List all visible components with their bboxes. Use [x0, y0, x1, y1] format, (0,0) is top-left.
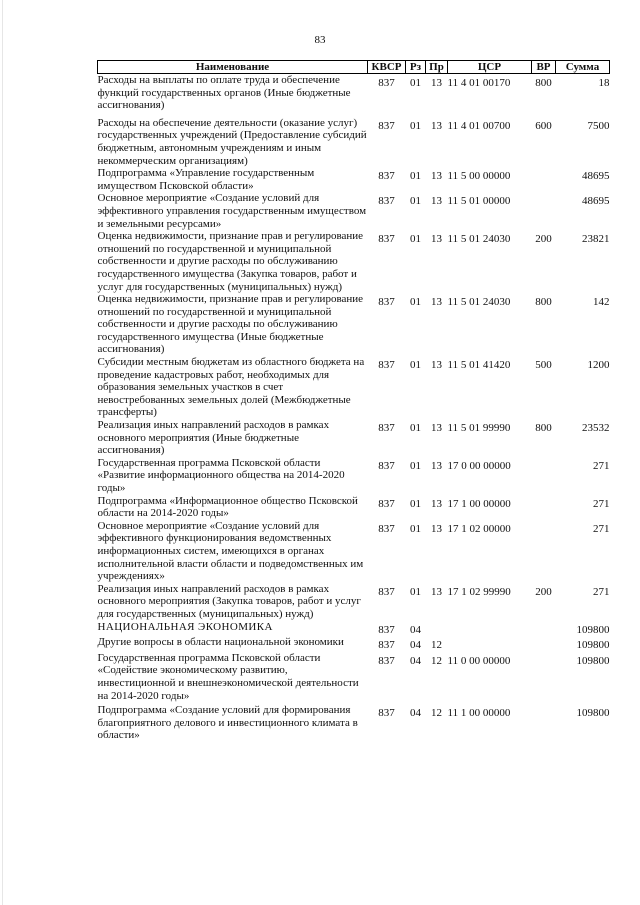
row-sum-cell: 109800	[576, 639, 610, 652]
row-kvsr-cell: 837	[378, 77, 395, 89]
row-vr-cell	[532, 520, 556, 583]
row-vr-cell: 500	[535, 359, 552, 372]
row-vr-cell: 800	[535, 296, 552, 309]
row-name-cell: Государственная программа Псковской области «Развитие информационного общества на 2014-2020 годы»	[97, 456, 345, 494]
row-sum-cell: 142	[593, 296, 610, 309]
page-number: 83	[314, 34, 326, 46]
row-rz-cell: 01	[410, 459, 421, 472]
table-row	[98, 167, 610, 192]
row-sum-cell: 48695	[582, 195, 610, 208]
row-kvsr-cell: 837	[378, 233, 395, 246]
row-vr-cell	[532, 495, 556, 520]
row-sum-cell: 48695	[582, 170, 610, 183]
row-kvsr-cell: 837	[378, 422, 395, 435]
column-header-vr: ВР	[532, 61, 556, 74]
row-csr-cell	[448, 636, 532, 652]
row-csr-cell: 11 5 01 24030	[447, 296, 511, 309]
table-row	[98, 520, 610, 583]
row-name-cell: Основное мероприятие «Создание условий для эффективного функционирования ведомственных информационных систем, имеющихся в органах исполнительной власти области и подведомственных им учреждениях»	[97, 519, 364, 583]
row-rz-cell: 01	[410, 77, 421, 89]
row-name-cell: Основное мероприятие «Создание условий для эффективного управления государственным имуществом и земельными ресурсами»	[97, 192, 367, 230]
row-name-cell: Расходы на обеспечение деятельности (оказание услуг) государственных учреждений (Предоставление субсидий бюджетным, автономным учреждениям и иным некоммерческим организациям)	[97, 116, 367, 167]
row-pr-cell: 13	[431, 497, 442, 510]
row-sum-cell: 23821	[582, 233, 610, 246]
row-csr-cell: 17 0 00 00000	[447, 459, 511, 472]
table-row	[98, 457, 610, 495]
row-sum-cell: 109800	[576, 654, 610, 667]
table-row	[98, 636, 610, 652]
budget-table	[97, 60, 610, 742]
row-rz-cell: 01	[410, 170, 421, 183]
table-row	[98, 419, 610, 457]
row-rz-cell: 01	[410, 195, 421, 208]
row-pr-cell: 12	[431, 654, 442, 667]
row-kvsr-cell: 837	[378, 654, 395, 667]
row-kvsr-cell: 837	[378, 119, 395, 132]
row-pr-cell: 13	[431, 296, 442, 309]
row-csr-cell: 17 1 02 99990	[447, 585, 511, 598]
column-header-kvsr: КВСР	[368, 61, 406, 74]
row-pr-cell: 13	[431, 77, 442, 89]
row-csr-cell: 11 5 01 41420	[447, 359, 511, 372]
table-row	[98, 74, 610, 112]
row-csr-cell: 11 0 00 00000	[447, 654, 511, 667]
row-pr-cell: 13	[431, 359, 442, 372]
row-pr-cell: 13	[431, 233, 442, 246]
row-kvsr-cell: 837	[378, 195, 395, 208]
row-vr-cell: 200	[535, 585, 552, 598]
column-header-name: Наименование	[98, 61, 368, 74]
row-csr-cell: 11 5 01 00000	[447, 195, 511, 208]
table-row	[98, 112, 610, 167]
row-pr-cell: 13	[431, 119, 442, 132]
row-name-cell: Подпрограмма «Создание условий для формирования благоприятного делового и инвестиционного климата в области»	[97, 704, 358, 742]
row-csr-cell: 17 1 00 00000	[447, 497, 511, 510]
row-vr-cell	[532, 636, 556, 652]
row-rz-cell: 01	[410, 522, 421, 535]
row-sum-cell: 23532	[582, 422, 610, 435]
row-kvsr-cell: 837	[378, 497, 395, 510]
column-header-sum: Сумма	[556, 61, 610, 74]
row-csr-cell: 11 1 00 00000	[447, 707, 511, 720]
table-row	[98, 702, 610, 742]
scan-edge-line	[2, 0, 3, 905]
row-vr-cell	[532, 702, 556, 742]
row-rz-cell: 01	[410, 296, 421, 309]
row-kvsr-cell: 837	[378, 359, 395, 372]
row-name-cell: Оценка недвижимости, признание прав и регулирование отношений по государственной и муниципальной собственности и другие расходы по обслуживанию государственного имущества (Иные бюджетные ассигнования)	[97, 293, 364, 356]
row-vr-cell: 200	[535, 233, 552, 246]
row-csr-cell: 11 4 01 00170	[447, 77, 511, 89]
row-csr-cell: 11 5 01 99990	[447, 422, 511, 435]
row-name-cell: НАЦИОНАЛЬНАЯ ЭКОНОМИКА	[97, 620, 273, 633]
row-name-cell: Реализация иных направлений расходов в рамках основного мероприятия (Иные бюджетные ассигнования)	[97, 419, 330, 457]
row-pr-cell: 13	[431, 522, 442, 535]
row-pr-cell: 13	[431, 195, 442, 208]
row-kvsr-cell: 837	[378, 585, 395, 598]
row-vr-cell	[532, 621, 556, 637]
table-row	[98, 293, 610, 356]
row-sum-cell: 109800	[576, 707, 610, 720]
row-rz-cell: 01	[410, 119, 421, 132]
row-kvsr-cell: 837	[378, 707, 395, 720]
row-name-cell: Другие вопросы в области национальной экономики	[97, 636, 344, 649]
row-rz-cell: 01	[410, 233, 421, 246]
table-row	[98, 192, 610, 230]
column-header-csr: ЦСР	[448, 61, 532, 74]
row-rz-cell: 01	[410, 422, 421, 435]
row-kvsr-cell: 837	[378, 639, 395, 652]
row-rz-cell: 01	[410, 359, 421, 372]
column-header-rz: Рз	[406, 61, 426, 74]
row-csr-cell: 11 5 00 00000	[447, 170, 511, 183]
table-row	[98, 230, 610, 293]
table-row	[98, 495, 610, 520]
row-csr-cell: 11 4 01 00700	[447, 119, 511, 132]
row-rz-cell: 04	[410, 623, 421, 636]
row-name-cell: Оценка недвижимости, признание прав и регулирование отношений по государственной и муниципальной собственности и другие расходы по обслуживанию государственного имущества (Закупка товаров, работ и услуг для государственных (муниципальных) нужд)	[97, 230, 364, 293]
table-row	[98, 652, 610, 702]
row-vr-cell: 800	[535, 422, 552, 435]
row-vr-cell: 800	[535, 77, 552, 89]
row-name-cell: Реализация иных направлений расходов в рамках основного мероприятия (Закупка товаров, работ и услуг для государственных (муниципальных) нужд)	[97, 582, 361, 620]
row-name-cell: Подпрограмма «Управление государственным имуществом Псковской области»	[97, 167, 315, 192]
row-vr-cell	[532, 192, 556, 230]
row-kvsr-cell: 837	[378, 170, 395, 183]
table-row	[98, 621, 610, 637]
row-pr-cell: 13	[431, 459, 442, 472]
table-header-row	[98, 61, 610, 74]
row-kvsr-cell: 837	[378, 296, 395, 309]
row-pr-cell: 13	[431, 170, 442, 183]
row-sum-cell: 109800	[576, 623, 610, 636]
row-pr-cell: 12	[431, 639, 442, 652]
row-csr-cell: 17 1 02 00000	[447, 522, 511, 535]
row-pr-cell	[426, 621, 448, 637]
row-rz-cell: 01	[410, 585, 421, 598]
table-row	[98, 583, 610, 621]
row-sum-cell: 271	[593, 585, 610, 598]
row-csr-cell	[448, 621, 532, 637]
row-sum-cell: 271	[593, 497, 610, 510]
table-row	[98, 356, 610, 419]
row-name-cell: Расходы на выплаты по оплате труда и обеспечение функций государственных органов (Иные бюджетные ассигнования)	[97, 74, 351, 112]
row-pr-cell: 12	[431, 707, 442, 720]
row-name-cell: Подпрограмма «Информационное общество Псковской области на 2014-2020 годы»	[97, 494, 358, 520]
row-rz-cell: 04	[410, 639, 421, 652]
row-kvsr-cell: 837	[378, 522, 395, 535]
row-sum-cell: 271	[593, 522, 610, 535]
row-sum-cell: 18	[598, 77, 610, 89]
row-sum-cell: 7500	[587, 119, 610, 132]
row-csr-cell: 11 5 01 24030	[447, 233, 511, 246]
row-rz-cell: 04	[410, 654, 421, 667]
row-vr-cell	[532, 457, 556, 495]
row-rz-cell: 04	[410, 707, 421, 720]
row-vr-cell	[532, 167, 556, 192]
row-name-cell: Государственная программа Псковской области «Содействие экономическому развитию, инвестиционной и внешнеэкономической деятельности на 2014-2020 годы»	[97, 651, 359, 702]
row-vr-cell: 600	[535, 119, 552, 132]
row-sum-cell: 1200	[587, 359, 610, 372]
row-vr-cell	[532, 652, 556, 702]
row-kvsr-cell: 837	[378, 459, 395, 472]
row-pr-cell: 13	[431, 585, 442, 598]
row-pr-cell: 13	[431, 422, 442, 435]
row-name-cell: Субсидии местным бюджетам из областного бюджета на проведение кадастровых работ, необходимых для образования земельных участков в счет невостребованных земельных долей (Межбюджетные трансферты)	[97, 356, 365, 419]
row-sum-cell: 271	[593, 459, 610, 472]
row-rz-cell: 01	[410, 497, 421, 510]
row-kvsr-cell: 837	[378, 623, 395, 636]
column-header-pr: Пр	[426, 61, 448, 74]
